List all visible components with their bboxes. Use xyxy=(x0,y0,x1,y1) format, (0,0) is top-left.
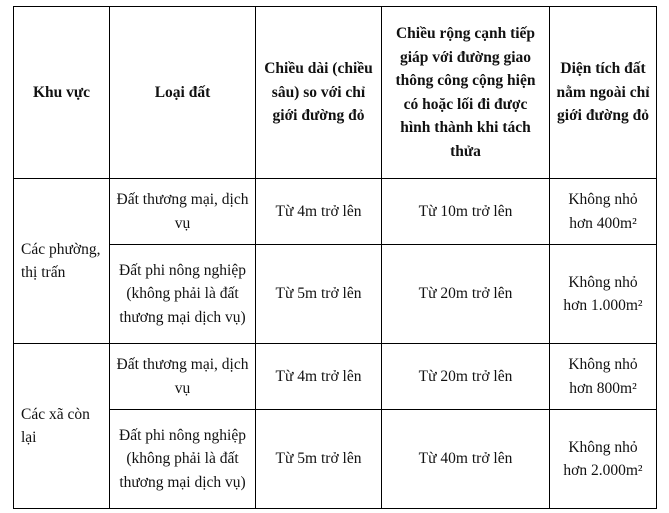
area-cell: Các xã còn lại xyxy=(14,344,110,509)
length-cell: Từ 4m trở lên xyxy=(256,179,382,245)
land-type-cell: Đất phi nông nghiệp (không phải là đất thương mại dịch vụ) xyxy=(110,245,256,344)
length-cell: Từ 4m trở lên xyxy=(256,344,382,410)
width-cell: Từ 20m trở lên xyxy=(382,344,550,410)
land-regulation-table xyxy=(13,6,657,509)
length-cell: Từ 5m trở lên xyxy=(256,410,382,509)
area-size-cell: Không nhỏ hơn 1.000m² xyxy=(550,245,657,344)
area-size-cell: Không nhỏ hơn 400m² xyxy=(550,179,657,245)
land-type-cell: Đất phi nông nghiệp (không phải là đất thương mại dịch vụ) xyxy=(110,410,256,509)
table-row xyxy=(14,410,657,509)
header-length: Chiều dài (chiều sâu) so với chỉ giới đường đỏ xyxy=(256,7,382,179)
header-area: Khu vực xyxy=(14,7,110,179)
header-land-type: Loại đất xyxy=(110,7,256,179)
table-row xyxy=(14,179,657,245)
table-row xyxy=(14,245,657,344)
width-cell: Từ 40m trở lên xyxy=(382,410,550,509)
width-cell: Từ 20m trở lên xyxy=(382,245,550,344)
width-cell: Từ 10m trở lên xyxy=(382,179,550,245)
land-type-cell: Đất thương mại, dịch vụ xyxy=(110,179,256,245)
header-width: Chiều rộng cạnh tiếp giáp với đường giao thông công cộng hiện có hoặc lối đi được hình thành khi tách thửa xyxy=(382,7,550,179)
table-row xyxy=(14,344,657,410)
area-cell: Các phường, thị trấn xyxy=(14,179,110,344)
area-size-cell: Không nhỏ hơn 2.000m² xyxy=(550,410,657,509)
length-cell: Từ 5m trở lên xyxy=(256,245,382,344)
table-header-row xyxy=(14,7,657,179)
land-type-cell: Đất thương mại, dịch vụ xyxy=(110,344,256,410)
area-size-cell: Không nhỏ hơn 800m² xyxy=(550,344,657,410)
header-area-size: Diện tích đất nằm ngoài chỉ giới đường đỏ xyxy=(550,7,657,179)
